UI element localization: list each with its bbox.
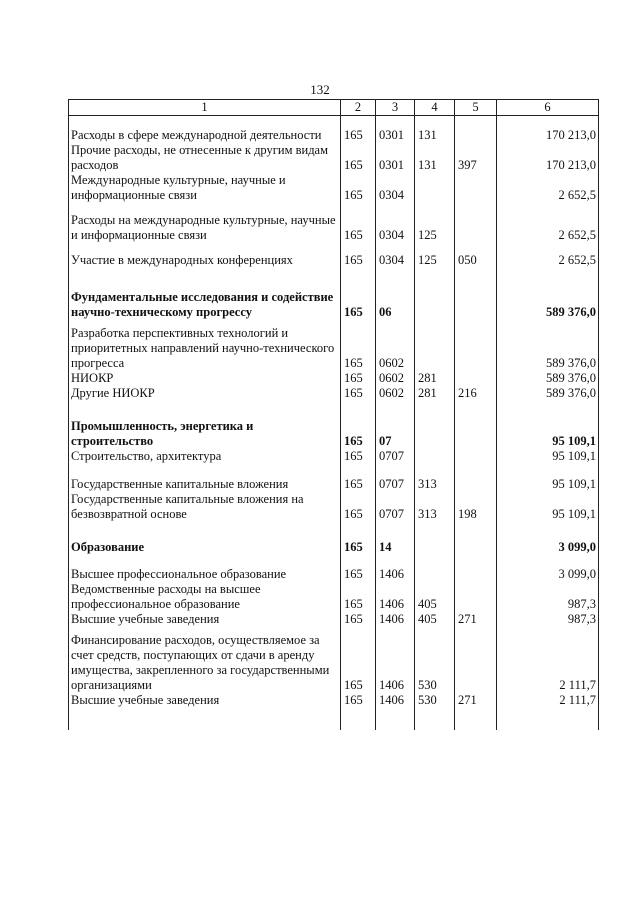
row-amount-cell: 95 109,1 <box>497 492 599 522</box>
row-col5-cell: 198 <box>455 492 497 522</box>
row-name-cell: Фундаментальные исследования и содействие научно-техническому прогрессу <box>69 268 341 320</box>
row-name-cell: Разработка перспективных технологий и приоритетных направлений научно-технического прогресса <box>69 320 341 371</box>
row-amount-cell: 589 376,0 <box>497 386 599 401</box>
row-col4-cell: 313 <box>415 492 455 522</box>
row-col3-cell: 0602 <box>376 386 415 401</box>
header-col-1: 1 <box>69 100 341 116</box>
row-col5-cell <box>455 401 497 449</box>
row-col3-cell: 0707 <box>376 449 415 464</box>
row-amount-cell: 987,3 <box>497 582 599 612</box>
row-col5-cell <box>455 203 497 243</box>
row-col4-cell: 313 <box>415 464 455 492</box>
row-amount-cell: 2 652,5 <box>497 173 599 203</box>
budget-table-container <box>68 99 598 730</box>
row-col5-cell <box>455 627 497 693</box>
row-col2-cell: 165 <box>341 464 376 492</box>
row-amount-cell: 170 213,0 <box>497 116 599 144</box>
row-amount-cell: 95 109,1 <box>497 464 599 492</box>
header-col-4: 4 <box>415 100 455 116</box>
row-amount-cell: 589 376,0 <box>497 268 599 320</box>
row-col4-cell: 131 <box>415 116 455 144</box>
row-col5-cell <box>455 268 497 320</box>
table-row <box>69 173 599 203</box>
row-name-cell: Расходы в сфере международной деятельности <box>69 116 341 144</box>
row-name-cell: Высшие учебные заведения <box>69 693 341 708</box>
table-end-cell <box>497 708 599 730</box>
row-name-cell: Государственные капитальные вложения <box>69 464 341 492</box>
row-amount-cell: 3 099,0 <box>497 555 599 582</box>
row-col5-cell <box>455 522 497 555</box>
header-col-3: 3 <box>376 100 415 116</box>
row-col3-cell: 1406 <box>376 612 415 627</box>
row-col3-cell: 0304 <box>376 203 415 243</box>
table-row <box>69 522 599 555</box>
row-amount-cell: 2 652,5 <box>497 203 599 243</box>
budget-table <box>68 99 599 730</box>
row-col3-cell: 1406 <box>376 693 415 708</box>
row-col4-cell <box>415 268 455 320</box>
row-col5-cell <box>455 582 497 612</box>
row-col4-cell: 125 <box>415 243 455 268</box>
row-col4-cell: 530 <box>415 627 455 693</box>
row-amount-cell: 2 111,7 <box>497 627 599 693</box>
row-name-cell: Прочие расходы, не отнесенные к другим видам расходов <box>69 143 341 173</box>
row-amount-cell: 170 213,0 <box>497 143 599 173</box>
table-end-row <box>69 708 599 730</box>
row-col3-cell: 06 <box>376 268 415 320</box>
row-col5-cell: 216 <box>455 386 497 401</box>
table-row <box>69 116 599 144</box>
row-col3-cell: 14 <box>376 522 415 555</box>
row-name-cell: Высшее профессиональное образование <box>69 555 341 582</box>
row-amount-cell: 589 376,0 <box>497 371 599 386</box>
table-row <box>69 612 599 627</box>
row-col2-cell: 165 <box>341 143 376 173</box>
row-name-cell: Строительство, архитектура <box>69 449 341 464</box>
row-amount-cell: 2 111,7 <box>497 693 599 708</box>
row-col2-cell: 165 <box>341 268 376 320</box>
row-name-cell: Промышленность, энергетика и строительство <box>69 401 341 449</box>
row-col4-cell: 281 <box>415 386 455 401</box>
row-col3-cell: 0304 <box>376 243 415 268</box>
row-name-cell: Международные культурные, научные и информационные связи <box>69 173 341 203</box>
row-col4-cell <box>415 449 455 464</box>
row-col5-cell <box>455 320 497 371</box>
row-amount-cell: 95 109,1 <box>497 449 599 464</box>
row-col3-cell: 1406 <box>376 582 415 612</box>
row-col4-cell: 530 <box>415 693 455 708</box>
table-row <box>69 371 599 386</box>
row-col3-cell: 1406 <box>376 555 415 582</box>
row-col4-cell <box>415 320 455 371</box>
row-col2-cell: 165 <box>341 693 376 708</box>
row-amount-cell: 987,3 <box>497 612 599 627</box>
row-col3-cell: 1406 <box>376 627 415 693</box>
table-row <box>69 464 599 492</box>
table-row <box>69 243 599 268</box>
header-row <box>69 100 599 116</box>
row-amount-cell: 2 652,5 <box>497 243 599 268</box>
table-row <box>69 693 599 708</box>
row-col2-cell: 165 <box>341 582 376 612</box>
row-col2-cell: 165 <box>341 116 376 144</box>
table-row <box>69 492 599 522</box>
table-row <box>69 627 599 693</box>
row-name-cell: Ведомственные расходы на высшее профессиональное образование <box>69 582 341 612</box>
row-col3-cell: 0301 <box>376 143 415 173</box>
row-col3-cell: 0304 <box>376 173 415 203</box>
table-row <box>69 203 599 243</box>
row-col4-cell: 405 <box>415 612 455 627</box>
row-col2-cell: 165 <box>341 401 376 449</box>
row-name-cell: Расходы на международные культурные, научные и информационные связи <box>69 203 341 243</box>
row-col2-cell: 165 <box>341 386 376 401</box>
row-col3-cell: 0301 <box>376 116 415 144</box>
page-number: 132 <box>310 82 330 97</box>
table-row <box>69 555 599 582</box>
row-col3-cell: 07 <box>376 401 415 449</box>
header-col-2: 2 <box>341 100 376 116</box>
row-col2-cell: 165 <box>341 522 376 555</box>
row-col4-cell: 405 <box>415 582 455 612</box>
row-col2-cell: 165 <box>341 371 376 386</box>
row-name-cell: Другие НИОКР <box>69 386 341 401</box>
row-amount-cell: 589 376,0 <box>497 320 599 371</box>
row-col3-cell: 0602 <box>376 320 415 371</box>
table-end-cell <box>415 708 455 730</box>
row-col2-cell: 165 <box>341 173 376 203</box>
table-row <box>69 449 599 464</box>
row-col5-cell <box>455 371 497 386</box>
table-row <box>69 582 599 612</box>
row-col4-cell <box>415 555 455 582</box>
table-row <box>69 401 599 449</box>
row-col3-cell: 0707 <box>376 492 415 522</box>
row-col4-cell: 125 <box>415 203 455 243</box>
table-row <box>69 268 599 320</box>
row-col2-cell: 165 <box>341 449 376 464</box>
row-col5-cell <box>455 555 497 582</box>
row-col4-cell: 131 <box>415 143 455 173</box>
table-end-cell <box>376 708 415 730</box>
row-col5-cell: 271 <box>455 612 497 627</box>
table-row <box>69 386 599 401</box>
row-name-cell: Высшие учебные заведения <box>69 612 341 627</box>
row-col2-cell: 165 <box>341 492 376 522</box>
table-row <box>69 320 599 371</box>
table-header <box>69 100 599 116</box>
row-name-cell: Образование <box>69 522 341 555</box>
row-name-cell: Финансирование расходов, осуществляемое за счет средств, поступающих от сдачи в аренду имущества, закрепленного за государственными организациями <box>69 627 341 693</box>
header-col-6: 6 <box>497 100 599 116</box>
row-col5-cell <box>455 464 497 492</box>
row-col5-cell <box>455 116 497 144</box>
row-col4-cell <box>415 401 455 449</box>
row-col3-cell: 0707 <box>376 464 415 492</box>
row-col2-cell: 165 <box>341 320 376 371</box>
header-col-5: 5 <box>455 100 497 116</box>
row-col2-cell: 165 <box>341 203 376 243</box>
row-col3-cell: 0602 <box>376 371 415 386</box>
row-col5-cell: 050 <box>455 243 497 268</box>
table-body <box>69 116 599 731</box>
row-col5-cell <box>455 173 497 203</box>
row-col4-cell: 281 <box>415 371 455 386</box>
row-col5-cell: 271 <box>455 693 497 708</box>
row-col5-cell <box>455 449 497 464</box>
row-col4-cell <box>415 522 455 555</box>
row-amount-cell: 3 099,0 <box>497 522 599 555</box>
row-col4-cell <box>415 173 455 203</box>
row-col2-cell: 165 <box>341 627 376 693</box>
row-col2-cell: 165 <box>341 612 376 627</box>
row-col2-cell: 165 <box>341 555 376 582</box>
row-col5-cell: 397 <box>455 143 497 173</box>
row-amount-cell: 95 109,1 <box>497 401 599 449</box>
table-end-cell <box>455 708 497 730</box>
row-name-cell: Участие в международных конференциях <box>69 243 341 268</box>
table-end-cell <box>69 708 341 730</box>
row-col2-cell: 165 <box>341 243 376 268</box>
row-name-cell: Государственные капитальные вложения на безвозвратной основе <box>69 492 341 522</box>
row-name-cell: НИОКР <box>69 371 341 386</box>
table-row <box>69 143 599 173</box>
table-end-cell <box>341 708 376 730</box>
